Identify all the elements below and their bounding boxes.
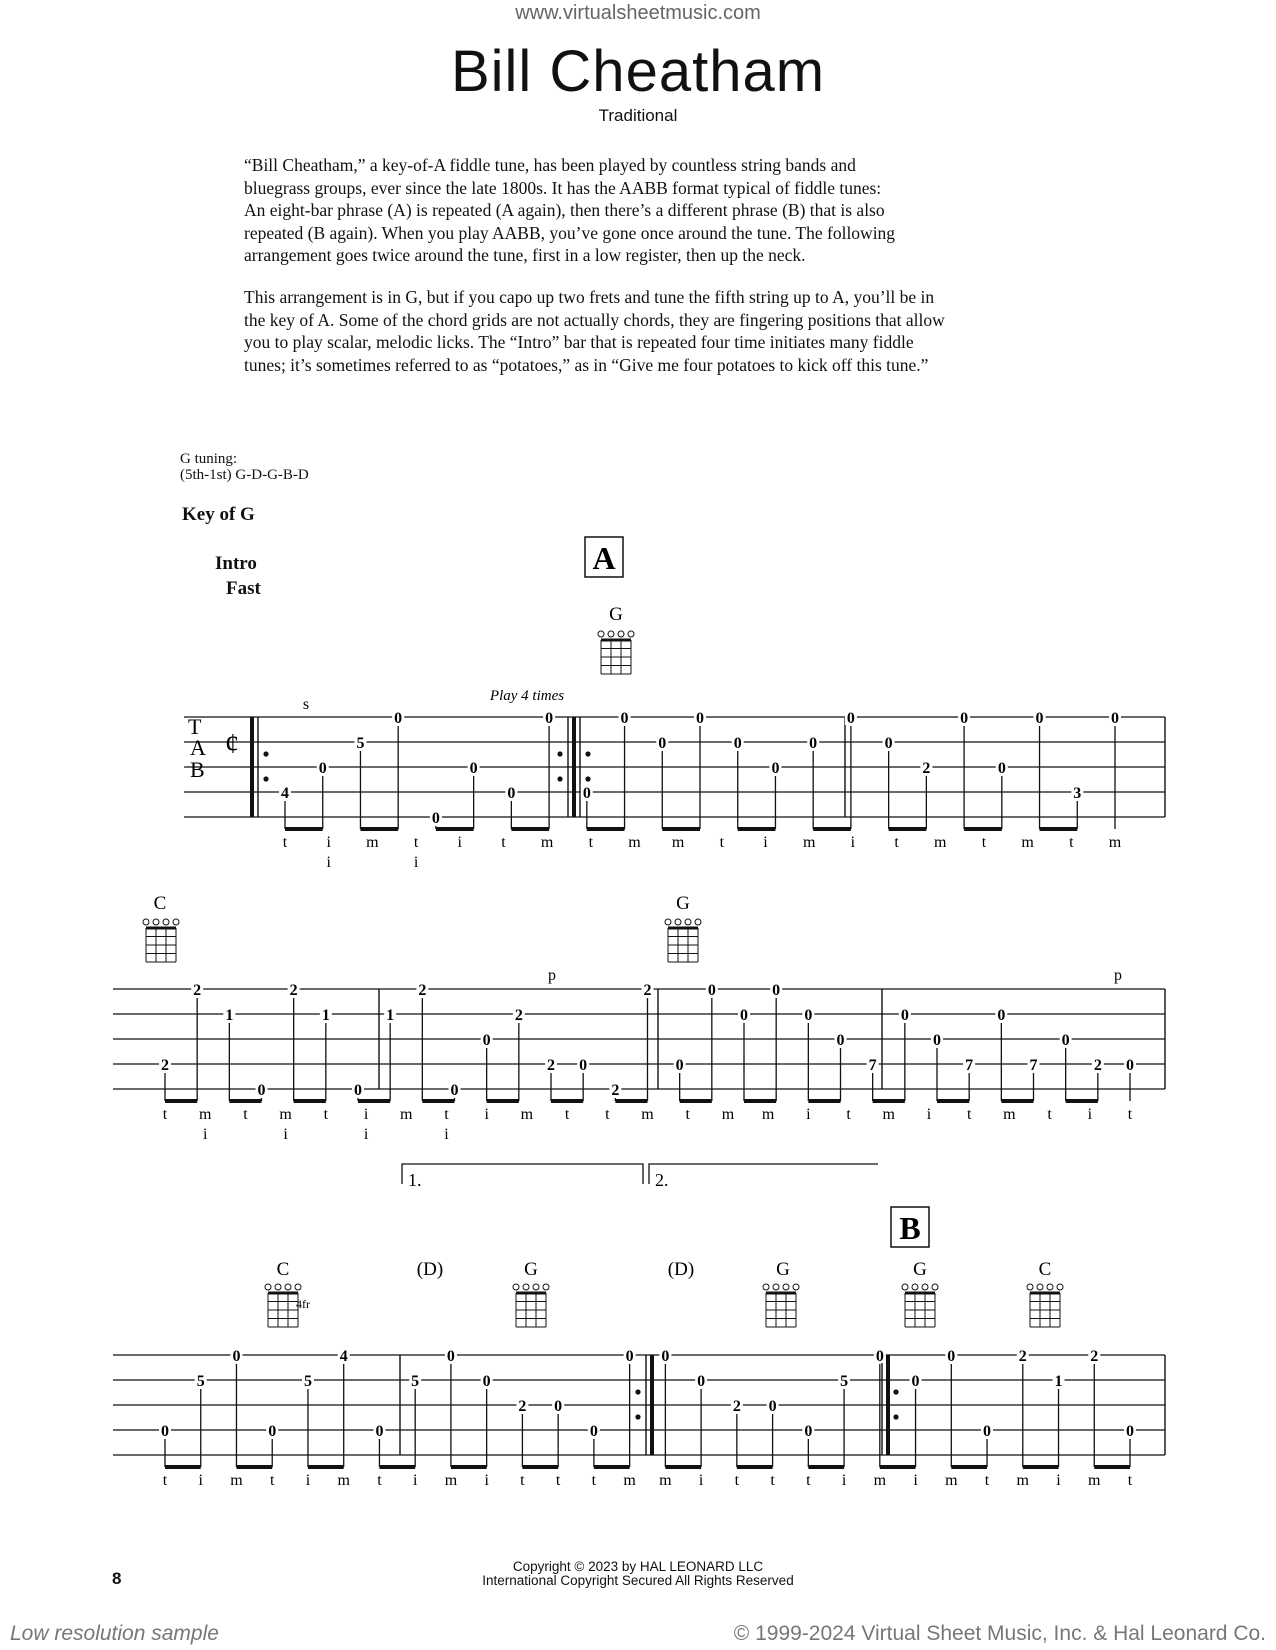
tab-note: 0 (875, 1348, 884, 1365)
picking-finger: t (1069, 834, 1074, 851)
picking-finger: t (1047, 1106, 1052, 1123)
picking-finger: m (279, 1106, 292, 1123)
tab-note: 0 (1126, 1057, 1134, 1074)
open-string-marker (912, 1284, 918, 1290)
open-string-marker (1037, 1284, 1043, 1290)
play-times-label: Play 4 times (489, 688, 565, 704)
picking-finger: i (484, 1106, 489, 1123)
tab-note: 0 (1035, 710, 1044, 727)
open-string-marker (763, 1284, 769, 1290)
picking-finger: i (850, 834, 856, 851)
picking-finger: m (444, 1472, 458, 1489)
tab-note: 2 (289, 982, 298, 999)
tab-note: 0 (997, 1007, 1006, 1024)
picking-finger: t (846, 1106, 851, 1123)
description-line: This arrangement is in G, but if you capo up two frets and tune the fifth string up to A, you’ll be in (244, 287, 935, 307)
picking-finger: t (269, 1472, 275, 1489)
tuning-strings: (5th-1st) G-D-G-B-D (180, 467, 309, 483)
picking-finger: m (1088, 1472, 1101, 1489)
low-resolution-notice: Low resolution sample (10, 1622, 219, 1645)
picking-finger: m (520, 1106, 534, 1123)
tab-note: 0 (911, 1373, 920, 1390)
tab-note: 0 (589, 1423, 598, 1440)
picking-finger: t (966, 1106, 972, 1123)
composer: Traditional (598, 106, 678, 125)
tab-note: 0 (318, 760, 327, 777)
description-line: you to play scalar, melodic licks. The “Intro” bar that is repeated four time initiates many fiddle (244, 332, 914, 353)
open-string-marker (543, 1284, 549, 1290)
tab-note: 2 (611, 1082, 620, 1099)
picking-finger: m (659, 1472, 672, 1489)
picking-finger: t (591, 1472, 597, 1489)
tab-note: 4 (339, 1348, 348, 1365)
tab-note: 0 (232, 1348, 241, 1365)
tab-note: 0 (507, 785, 516, 802)
tab-note: 0 (804, 1007, 813, 1024)
picking-finger-secondary: i (363, 1126, 369, 1143)
description-line: repeated (B again). When you play AABB, you’ve gone once around the tune. The following (244, 222, 896, 243)
open-string-marker (173, 919, 179, 925)
tab-note: 2 (1018, 1348, 1027, 1365)
tab-note: 0 (579, 1057, 588, 1074)
chord-name: G (609, 604, 623, 625)
tab-note: 2 (732, 1398, 741, 1415)
picking-finger: i (763, 834, 768, 851)
tab-note: 0 (620, 710, 629, 727)
tab-note: 5 (356, 735, 365, 752)
copyright-line: Copyright © 2023 by HAL LEONARD LLC (512, 1559, 764, 1574)
picking-finger-secondary: i (283, 1126, 288, 1143)
section-b-marker: B (899, 1210, 921, 1246)
picking-finger: m (882, 1106, 895, 1123)
intro-label: Intro (215, 553, 257, 574)
tab-note: 2 (643, 982, 652, 999)
picking-finger: m (1016, 1472, 1030, 1489)
chord-name: C (1038, 1259, 1052, 1280)
chord-name: C (276, 1259, 290, 1280)
open-string-marker (523, 1284, 529, 1290)
open-string-marker (922, 1284, 928, 1290)
open-string-marker (533, 1284, 539, 1290)
picking-finger: i (698, 1472, 704, 1489)
tab-note: 0 (450, 1082, 459, 1099)
picking-finger: i (1056, 1472, 1061, 1489)
description-line: An eight-bar phrase (A) is repeated (A again), then there’s a different phrase (B) that is also (244, 200, 885, 221)
tab-note: 0 (375, 1423, 384, 1440)
tab-note: 0 (394, 710, 403, 727)
tab-note: 0 (1061, 1032, 1070, 1049)
open-string-marker (1057, 1284, 1063, 1290)
open-string-marker (675, 919, 681, 925)
description-line: the key of A. Some of the chord grids are not actually chords, they are fingering positions that allow (244, 309, 945, 330)
picking-finger: t (520, 1472, 525, 1489)
page-title: Bill Cheatham (450, 39, 826, 104)
slide-mark: s (302, 696, 310, 713)
tab-note: 0 (675, 1057, 684, 1074)
picking-finger: m (1108, 834, 1122, 851)
picking-finger: t (501, 834, 506, 851)
picking-finger: m (641, 1106, 654, 1123)
picking-finger: m (671, 834, 685, 851)
tab-note: 0 (469, 760, 478, 777)
picking-finger: t (243, 1106, 248, 1123)
picking-finger: m (540, 834, 554, 851)
tab-note: 0 (431, 810, 440, 827)
second-ending: 2. (655, 1170, 669, 1190)
tab-note: 2 (922, 760, 931, 777)
tab-note: 0 (697, 1373, 706, 1390)
tab-note: 7 (1029, 1057, 1038, 1074)
chord-name: (D) (667, 1259, 695, 1280)
open-string-marker (773, 1284, 779, 1290)
tab-note: 0 (733, 735, 742, 752)
open-string-marker (143, 919, 149, 925)
tab-note: 2 (518, 1398, 527, 1415)
picking-finger: i (305, 1472, 311, 1489)
picking-finger: i (484, 1472, 489, 1489)
picking-finger: t (605, 1106, 610, 1123)
description-line: tunes; it’s sometimes referred to as “potatoes,” as in “Give me four potatoes to kick off this tune.” (244, 354, 929, 375)
tab-note: 0 (545, 710, 554, 727)
tab-note: 0 (446, 1348, 455, 1365)
tab-clef-a: A (190, 735, 206, 760)
picking-finger: m (366, 834, 379, 851)
chord-name: C (153, 893, 167, 914)
tab-note: 0 (1111, 710, 1119, 727)
picking-finger: t (685, 1106, 690, 1123)
first-ending: 1. (408, 1170, 422, 1190)
tab-note: 5 (411, 1373, 420, 1390)
tab-note: 2 (161, 1057, 169, 1074)
picking-finger: i (198, 1472, 203, 1489)
description-line: arrangement goes twice around the tune, first in a low register, then up the neck. (244, 245, 806, 266)
picking-finger: i (913, 1472, 918, 1489)
picking-finger: m (721, 1106, 735, 1123)
tab-note: 0 (768, 1398, 777, 1415)
picking-finger: t (564, 1106, 570, 1123)
picking-finger: m (400, 1106, 413, 1123)
tab-note: 0 (933, 1032, 941, 1049)
tab-note: 0 (740, 1007, 748, 1024)
tab-note: 0 (707, 982, 716, 999)
tab-clef-t: T (188, 714, 202, 739)
picking-finger: t (806, 1472, 811, 1489)
tab-note: 7 (868, 1057, 877, 1074)
tab-note: 0 (354, 1082, 362, 1099)
open-string-marker (608, 631, 614, 637)
vsm-copyright: © 1999-2024 Virtual Sheet Music, Inc. & Hal Leonard Co. (733, 1622, 1266, 1645)
picking-finger-secondary: i (202, 1126, 208, 1143)
picking-finger: i (806, 1106, 811, 1123)
picking-finger: i (926, 1106, 932, 1123)
picking-finger: t (323, 1106, 329, 1123)
tab-note: 2 (547, 1057, 555, 1074)
chord-name: G (676, 893, 690, 914)
tab-note: 0 (804, 1423, 813, 1440)
tab-note: 7 (965, 1057, 974, 1074)
tab-note: 2 (193, 982, 202, 999)
section-a-marker: A (592, 540, 616, 576)
tab-note: 0 (696, 710, 704, 727)
tab-note: 0 (268, 1423, 277, 1440)
picking-finger: t (981, 834, 987, 851)
picking-finger: m (934, 834, 947, 851)
key-label: Key of G (182, 504, 255, 525)
picking-finger: i (363, 1106, 369, 1123)
description-line: “Bill Cheatham,” a key-of-A fiddle tune, has been played by countless string bands and (244, 155, 856, 175)
picking-finger: t (588, 834, 594, 851)
open-string-marker (1027, 1284, 1033, 1290)
open-string-marker (153, 919, 159, 925)
tab-note: 2 (1093, 1057, 1102, 1074)
open-string-marker (793, 1284, 799, 1290)
picking-finger: t (162, 1472, 168, 1489)
picking-finger: t (377, 1472, 382, 1489)
picking-finger: t (984, 1472, 990, 1489)
chord-name: (D) (416, 1259, 444, 1280)
tab-note: 0 (884, 735, 893, 752)
pull-off-mark: p (1114, 967, 1122, 984)
tab-note: 0 (771, 760, 780, 777)
chord-name: G (913, 1259, 927, 1280)
open-string-marker (902, 1284, 908, 1290)
rights-line: International Copyright Secured All Rights Reserved (482, 1573, 794, 1588)
picking-finger: m (337, 1472, 350, 1489)
picking-finger: m (198, 1106, 212, 1123)
tab-note: 2 (1090, 1348, 1099, 1365)
tab-note: 0 (947, 1348, 956, 1365)
tab-note: 0 (582, 785, 591, 802)
tab-note: 3 (1073, 785, 1082, 802)
open-string-marker (685, 919, 691, 925)
open-string-marker (783, 1284, 789, 1290)
picking-finger: t (770, 1472, 775, 1489)
tab-note: 0 (960, 710, 969, 727)
picking-finger: t (162, 1106, 168, 1123)
time-signature: ¢ (225, 729, 239, 760)
picking-finger: m (802, 834, 816, 851)
tab-note: 0 (482, 1032, 491, 1049)
tab-note: 0 (257, 1082, 266, 1099)
open-string-marker (628, 631, 634, 637)
chord-name: G (524, 1259, 538, 1280)
tab-note: 5 (840, 1373, 849, 1390)
description-line: bluegrass groups, ever since the late 1800s. It has the AABB format typical of fiddle tunes: (244, 177, 882, 198)
picking-finger-secondary: i (413, 854, 419, 871)
open-string-marker (295, 1284, 301, 1290)
open-string-marker (598, 631, 604, 637)
picking-finger: m (1003, 1106, 1016, 1123)
tab-note: 2 (514, 1007, 523, 1024)
open-string-marker (163, 919, 169, 925)
picking-finger: i (457, 834, 462, 851)
picking-finger: t (413, 834, 419, 851)
chord-name: G (776, 1259, 790, 1280)
tab-note: 0 (482, 1373, 491, 1390)
tab-note: 0 (661, 1348, 670, 1365)
open-string-marker (513, 1284, 519, 1290)
picking-finger: i (841, 1472, 847, 1489)
open-string-marker (1047, 1284, 1053, 1290)
page-number: 8 (112, 1569, 122, 1588)
picking-finger: t (1127, 1106, 1133, 1123)
open-string-marker (665, 919, 671, 925)
picking-finger: m (623, 1472, 636, 1489)
open-string-marker (618, 631, 624, 637)
picking-finger: m (1021, 834, 1034, 851)
open-string-marker (285, 1284, 291, 1290)
tab-note: 0 (625, 1348, 634, 1365)
tab-note: 0 (983, 1423, 992, 1440)
tab-note: 0 (846, 710, 855, 727)
picking-finger: i (1087, 1106, 1093, 1123)
open-string-marker (695, 919, 701, 925)
tab-note: 1 (386, 1007, 395, 1024)
picking-finger: t (1127, 1472, 1133, 1489)
picking-finger: m (628, 834, 641, 851)
picking-finger: m (230, 1472, 243, 1489)
picking-finger: t (719, 834, 725, 851)
tab-note: 1 (1054, 1373, 1063, 1390)
picking-finger: m (945, 1472, 958, 1489)
picking-finger: m (761, 1106, 775, 1123)
picking-finger: t (555, 1472, 561, 1489)
open-string-marker (275, 1284, 281, 1290)
picking-finger-secondary: i (326, 854, 331, 871)
tab-note: 4 (281, 785, 289, 802)
picking-finger: t (444, 1106, 449, 1123)
picking-finger-secondary: i (444, 1126, 449, 1143)
tab-note: 0 (997, 760, 1006, 777)
tab-note: 0 (900, 1007, 909, 1024)
tuning-label: G tuning: (180, 451, 238, 467)
tab-note: 0 (809, 735, 818, 752)
picking-finger: t (282, 834, 288, 851)
picking-finger: i (412, 1472, 418, 1489)
picking-finger: t (894, 834, 899, 851)
tab-note: 0 (772, 982, 781, 999)
tab-note: 2 (418, 982, 427, 999)
tab-clef-b: B (190, 757, 205, 782)
tab-note: 0 (161, 1423, 169, 1440)
tab-note: 5 (196, 1373, 205, 1390)
picking-finger: i (326, 834, 331, 851)
fret-position: 4fr (296, 1297, 310, 1311)
tab-note: 1 (321, 1007, 330, 1024)
site-url: www.virtualsheetmusic.com (515, 2, 761, 24)
tab-note: 0 (554, 1398, 563, 1415)
tab-note: 5 (303, 1373, 312, 1390)
pull-off-mark: p (548, 967, 556, 984)
tab-note: 1 (225, 1007, 234, 1024)
picking-finger: t (734, 1472, 740, 1489)
copyright-footer (0, 1560, 1276, 1588)
open-string-marker (932, 1284, 938, 1290)
tempo-fast: Fast (226, 578, 261, 599)
picking-finger: m (873, 1472, 887, 1489)
tab-note: 0 (836, 1032, 845, 1049)
open-string-marker (265, 1284, 271, 1290)
tab-note: 0 (1126, 1423, 1134, 1440)
tab-note: 0 (658, 735, 667, 752)
